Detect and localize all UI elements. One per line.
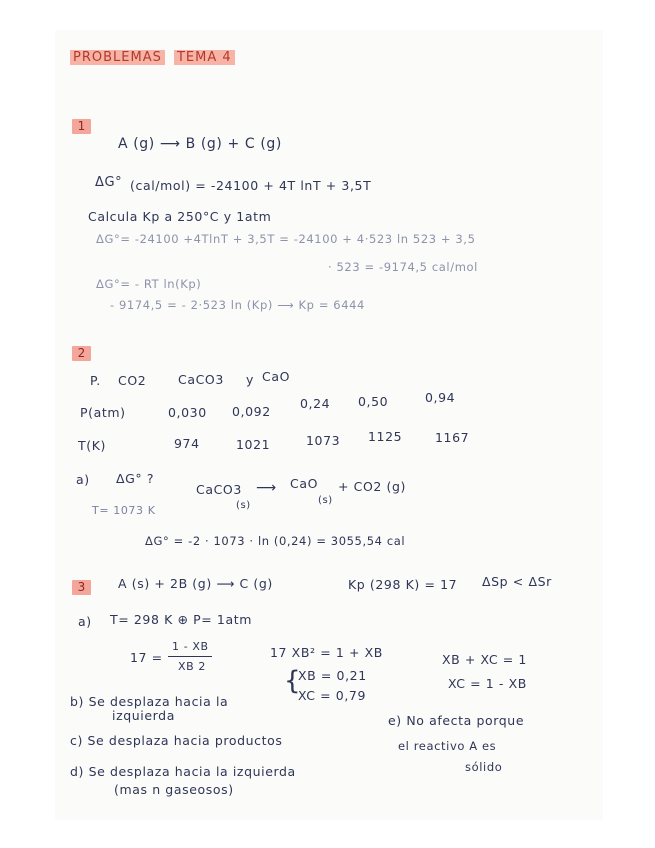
p2-eq-arrow: ⟶ bbox=[256, 480, 277, 496]
p3-xc-value: XC = 0,79 bbox=[298, 688, 367, 703]
p3-fraction-bar bbox=[168, 656, 212, 657]
p2-t-value-4: 1125 bbox=[368, 429, 403, 444]
p2-header-p: P. bbox=[90, 373, 101, 388]
p3-answer-d-line2: (mas n gaseosos) bbox=[114, 782, 234, 797]
title-part2: TEMA 4 bbox=[174, 50, 235, 65]
p2-eq-co2: + CO2 (g) bbox=[338, 479, 407, 494]
p2-temperature: T= 1073 K bbox=[92, 504, 156, 517]
problem-3-number: 3 bbox=[72, 580, 91, 595]
page-title bbox=[70, 50, 235, 65]
p1-dg-equation: (cal/mol) = -24100 + 4T lnT + 3,5T bbox=[130, 178, 372, 193]
p3-mid-equation: 17 XB² = 1 + XB bbox=[270, 645, 383, 660]
p3-reaction: A (s) + 2B (g) ⟶ C (g) bbox=[118, 576, 273, 591]
p2-p-value-4: 0,50 bbox=[358, 394, 389, 409]
p3-kp: Kp (298 K) = 17 bbox=[348, 577, 458, 592]
p2-p-value-1: 0,030 bbox=[168, 405, 207, 420]
problem-2-number: 2 bbox=[72, 346, 91, 361]
p2-a-question: ΔG° ? bbox=[116, 471, 155, 486]
p3-answer-b-line2: izquierda bbox=[112, 708, 175, 723]
p1-line4: - 9174,5 = - 2·523 ln (Kp) ⟶ Kp = 6444 bbox=[110, 298, 365, 312]
p2-p-value-3: 0,24 bbox=[300, 396, 331, 411]
p3-answer-e-line2: el reactivo A es bbox=[398, 739, 497, 753]
p2-header-co2: CO2 bbox=[118, 373, 147, 388]
p2-eq-cao: CaO bbox=[290, 476, 319, 491]
p3-xc-relation: XC = 1 - XB bbox=[448, 676, 527, 691]
p3-answer-b-line1: b) Se desplaza hacia la bbox=[70, 694, 229, 709]
p3-brace: { bbox=[284, 666, 301, 696]
p2-eq-caco3: CaCO3 bbox=[196, 482, 242, 497]
p3-answer-e-line3: sólido bbox=[465, 760, 503, 774]
p3-frac-numerator: 1 - XB bbox=[172, 640, 209, 653]
p2-eq-state-1: (s) bbox=[236, 500, 251, 511]
p2-t-value-3: 1073 bbox=[306, 433, 341, 448]
p3-frac-left: 17 = bbox=[130, 650, 163, 665]
p2-t-value-5: 1167 bbox=[435, 430, 470, 445]
p2-t-value-2: 1021 bbox=[236, 437, 271, 452]
p2-header-caco3: CaCO3 bbox=[178, 372, 224, 387]
p2-row-t-label: T(K) bbox=[78, 438, 106, 453]
p3-xb-value: XB = 0,21 bbox=[298, 668, 367, 683]
p2-a-label: a) bbox=[76, 472, 90, 487]
p3-sum-relation: XB + XC = 1 bbox=[442, 652, 527, 667]
p1-task: Calcula Kp a 250°C y 1atm bbox=[88, 209, 272, 224]
p1-line2: · 523 = -9174,5 cal/mol bbox=[328, 260, 478, 274]
p1-dg-label: ΔG° bbox=[95, 175, 123, 190]
title-part1: PROBLEMAS bbox=[70, 50, 165, 65]
p2-p-value-2: 0,092 bbox=[232, 404, 271, 419]
p2-header-cao: CaO bbox=[262, 369, 291, 384]
p3-a-label: a) bbox=[78, 614, 92, 629]
p2-header-y: y bbox=[246, 372, 254, 387]
p2-eq-state-2: (s) bbox=[318, 495, 333, 506]
p3-answer-d-line1: d) Se desplaza hacia la izquierda bbox=[70, 764, 296, 779]
p2-p-value-5: 0,94 bbox=[425, 390, 456, 405]
p1-line3: ΔG°= - RT ln(Kp) bbox=[96, 277, 202, 291]
p2-row-p-label: P(atm) bbox=[80, 405, 126, 420]
p3-frac-denominator: XB 2 bbox=[178, 660, 206, 673]
p3-entropy: ΔSp < ΔSr bbox=[482, 574, 552, 589]
p2-t-value-1: 974 bbox=[174, 436, 200, 451]
problem-1-number: 1 bbox=[72, 119, 91, 134]
p2-dg-calculation: ΔG° = -2 · 1073 · ln (0,24) = 3055,54 cal bbox=[145, 534, 406, 548]
p3-answer-e-line1: e) No afecta porque bbox=[388, 713, 525, 728]
p1-line1: ΔG°= -24100 +4TlnT + 3,5T = -24100 + 4·523 ln 523 + 3,5 bbox=[96, 232, 476, 246]
p3-a-conditions: T= 298 K ⊕ P= 1atm bbox=[110, 612, 253, 627]
p3-answer-c: c) Se desplaza hacia productos bbox=[70, 733, 283, 748]
p1-reaction: A (g) ⟶ B (g) + C (g) bbox=[118, 136, 282, 152]
